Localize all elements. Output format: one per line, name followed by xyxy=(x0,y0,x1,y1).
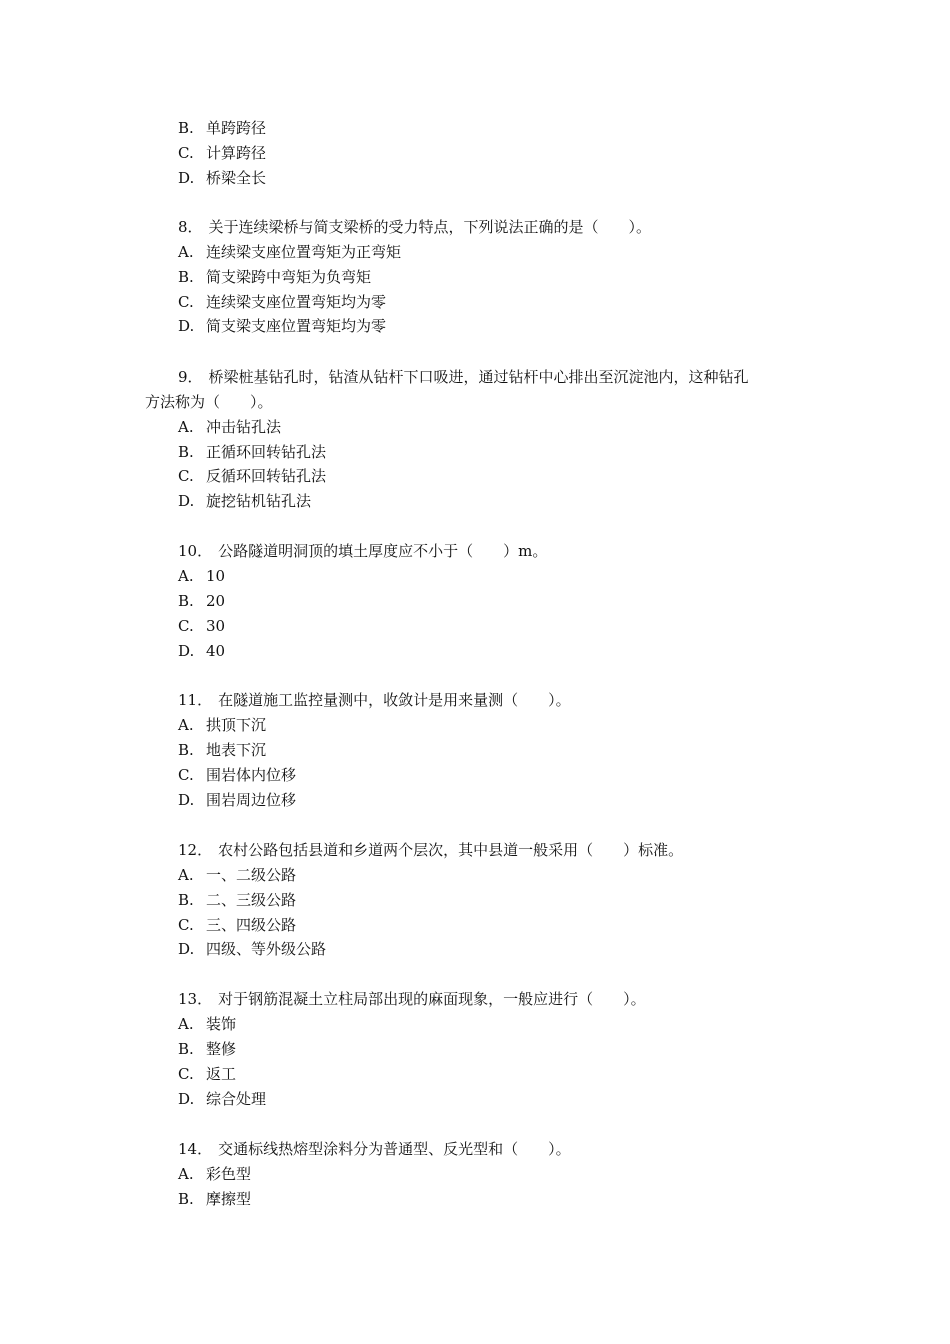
question-10-option-b xyxy=(178,591,225,611)
question-number: 10． xyxy=(178,542,213,560)
question-13-option-c xyxy=(178,1064,236,1084)
option-text: 一、二级公路 xyxy=(206,866,297,884)
option-text: 30 xyxy=(206,617,226,635)
option-text: 单跨跨径 xyxy=(206,119,267,137)
option-label: A. xyxy=(178,1015,194,1033)
question-number: 8． xyxy=(178,218,203,236)
question-number: 13． xyxy=(178,990,213,1008)
question-12-option-c xyxy=(178,915,296,935)
option-text: 围岩体内位移 xyxy=(206,766,297,784)
question-number: 9． xyxy=(178,368,203,386)
question-number: 11． xyxy=(178,691,213,709)
question-12-option-d xyxy=(178,939,326,959)
option-label: A. xyxy=(178,716,194,734)
question-10-option-c xyxy=(178,616,225,636)
question-8-option-d xyxy=(178,316,386,336)
option-text: 三、四级公路 xyxy=(206,916,297,934)
option-label: A. xyxy=(178,418,194,436)
option-text: 10 xyxy=(206,567,226,585)
question-11-option-a xyxy=(178,715,266,735)
question-10-option-a xyxy=(178,566,225,586)
option-label: B. xyxy=(178,1040,194,1058)
question-11 xyxy=(178,690,571,710)
intro-option-b xyxy=(178,118,266,138)
option-label: C. xyxy=(178,766,194,784)
question-11-option-b xyxy=(178,740,266,760)
question-10 xyxy=(178,541,547,561)
question-10-option-d xyxy=(178,641,225,661)
option-text: 20 xyxy=(206,592,226,610)
option-label: C. xyxy=(178,293,194,311)
option-label: A. xyxy=(178,866,194,884)
question-13-option-d xyxy=(178,1089,266,1109)
question-9-option-c xyxy=(178,466,326,486)
option-text: 简支梁支座位置弯矩均为零 xyxy=(206,317,387,335)
question-text: 桥梁桩基钻孔时，钻渣从钻杆下口吸进，通过钻杆中心排出至沉淀池内，这种钻孔 xyxy=(208,368,749,386)
question-text: 农村公路包括县道和乡道两个层次，其中县道一般采用（ ）标准。 xyxy=(218,841,684,859)
question-text: 公路隧道明洞顶的填土厚度应不小于（ ）m。 xyxy=(218,542,548,560)
option-text: 连续梁支座位置弯矩为正弯矩 xyxy=(206,243,402,261)
option-label: B. xyxy=(178,443,194,461)
option-label: C. xyxy=(178,467,194,485)
question-14-option-b xyxy=(178,1189,251,1209)
question-8-option-a xyxy=(178,242,401,262)
question-11-option-c xyxy=(178,765,296,785)
question-14 xyxy=(178,1139,571,1159)
option-label: B. xyxy=(178,119,194,137)
question-9 xyxy=(178,367,749,387)
option-text: 计算跨径 xyxy=(206,144,267,162)
option-label: D. xyxy=(178,642,195,660)
option-label: B. xyxy=(178,1190,194,1208)
option-label: A. xyxy=(178,567,194,585)
question-12-option-b xyxy=(178,890,296,910)
option-text: 围岩周边位移 xyxy=(206,791,297,809)
option-text: 装饰 xyxy=(206,1015,237,1033)
option-label: D. xyxy=(178,317,195,335)
question-9-option-d xyxy=(178,491,311,511)
option-label: C. xyxy=(178,144,194,162)
question-11-option-d xyxy=(178,790,296,810)
question-text: 关于连续梁桥与简支梁桥的受力特点，下列说法正确的是（ ）。 xyxy=(208,218,652,236)
option-text: 摩擦型 xyxy=(206,1190,252,1208)
intro-option-d xyxy=(178,168,266,188)
option-label: D. xyxy=(178,169,195,187)
option-text: 拱顶下沉 xyxy=(206,716,267,734)
question-9-continuation: 方法称为（ ）。 xyxy=(145,393,273,411)
question-8-option-c xyxy=(178,292,386,312)
question-12-option-a xyxy=(178,865,296,885)
option-text: 旋挖钻机钻孔法 xyxy=(206,492,312,510)
option-text: 反循环回转钻孔法 xyxy=(206,467,327,485)
question-13-option-b xyxy=(178,1039,236,1059)
question-8 xyxy=(178,217,651,237)
option-label: C. xyxy=(178,916,194,934)
option-label: D. xyxy=(178,791,195,809)
option-label: B. xyxy=(178,592,194,610)
question-14-option-a xyxy=(178,1164,251,1184)
option-label: A. xyxy=(178,243,194,261)
option-label: D. xyxy=(178,492,195,510)
option-text: 整修 xyxy=(206,1040,237,1058)
question-number: 12． xyxy=(178,841,213,859)
option-text: 连续梁支座位置弯矩均为零 xyxy=(206,293,387,311)
option-text: 正循环回转钻孔法 xyxy=(206,443,327,461)
question-13 xyxy=(178,989,646,1009)
option-label: D. xyxy=(178,1090,195,1108)
option-label: B. xyxy=(178,891,194,909)
option-text: 二、三级公路 xyxy=(206,891,297,909)
option-text: 40 xyxy=(206,642,226,660)
option-label: B. xyxy=(178,741,194,759)
intro-option-c xyxy=(178,143,266,163)
option-text: 综合处理 xyxy=(206,1090,267,1108)
option-label: D. xyxy=(178,940,195,958)
option-text: 返工 xyxy=(206,1065,237,1083)
question-text: 交通标线热熔型涂料分为普通型、反光型和（ ）。 xyxy=(218,1140,571,1158)
option-text: 四级、等外级公路 xyxy=(206,940,327,958)
option-label: C. xyxy=(178,617,194,635)
question-8-option-b xyxy=(178,267,371,287)
option-label: C. xyxy=(178,1065,194,1083)
question-text: 对于钢筋混凝土立柱局部出现的麻面现象，一般应进行（ ）。 xyxy=(218,990,646,1008)
option-text: 彩色型 xyxy=(206,1165,252,1183)
question-number: 14． xyxy=(178,1140,213,1158)
option-text: 桥梁全长 xyxy=(206,169,267,187)
option-text: 冲击钻孔法 xyxy=(206,418,282,436)
option-label: B. xyxy=(178,268,194,286)
question-text: 在隧道施工监控量测中，收敛计是用来量测（ ）。 xyxy=(218,691,571,709)
question-13-option-a xyxy=(178,1014,236,1034)
question-9-option-b xyxy=(178,442,326,462)
option-text: 地表下沉 xyxy=(206,741,267,759)
option-text: 简支梁跨中弯矩为负弯矩 xyxy=(206,268,372,286)
question-12 xyxy=(178,840,683,860)
question-9-option-a xyxy=(178,417,281,437)
option-label: A. xyxy=(178,1165,194,1183)
